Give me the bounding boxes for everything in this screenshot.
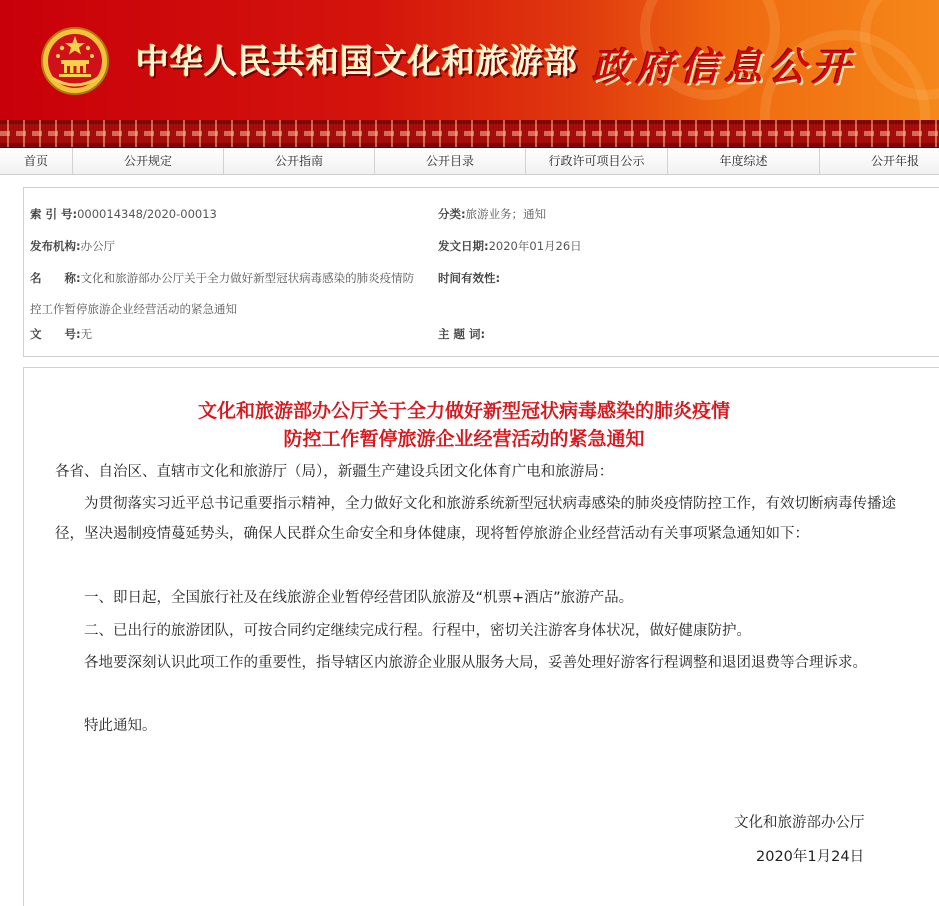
- nav-annual-summary[interactable]: 年度综述: [668, 148, 820, 174]
- date-field: [438, 235, 582, 257]
- ministry-title: 中华人民共和国文化和旅游部: [136, 42, 578, 81]
- nav-home[interactable]: 首页: [0, 148, 73, 174]
- docno-label: 文 号:: [30, 327, 81, 341]
- paragraph-closing: 特此通知。: [84, 718, 157, 734]
- category-field: [438, 203, 546, 225]
- document-title-line1: 文化和旅游部办公厅关于全力做好新型冠状病毒感染的肺炎疫情: [197, 400, 730, 422]
- paragraph-item-2: 二、已出行的旅游团队，可按合同约定继续完成行程。行程中，密切关注游客身体状况，做好健康防护。: [84, 623, 751, 639]
- nav-disclosure-guide[interactable]: 公开指南: [224, 148, 375, 174]
- signature: 文化和旅游部办公厅: [734, 815, 865, 831]
- index-field: [30, 203, 217, 225]
- index-value: 000014348/2020-00013: [77, 207, 217, 221]
- name-value-line2: 控工作暂停旅游企业经营活动的紧急通知: [30, 302, 237, 316]
- date-value: 2020年01月26日: [488, 239, 582, 253]
- name-label: 名 称:: [30, 271, 81, 285]
- validity-field: [438, 267, 500, 289]
- publisher-field: [30, 235, 115, 257]
- docno-field: [30, 323, 92, 345]
- keywords-field: [438, 323, 485, 345]
- paragraph-intro: 为贯彻落实习近平总书记重要指示精神，全力做好文化和旅游系统新型冠状病毒感染的肺炎疫情防控工作，有效切断病毒传播途径，坚决遏制疫情蔓延势头，确保人民群众生命安全和身体健康，现将暂停旅游企业经营活动有关事项紧急通知如下：: [55, 496, 896, 542]
- docno-value: 无: [80, 327, 93, 341]
- date-label: 发文日期:: [438, 239, 489, 253]
- nav-disclosure-rules[interactable]: 公开规定: [73, 148, 224, 174]
- main-nav: [0, 148, 939, 175]
- national-emblem-icon: [40, 26, 110, 96]
- paragraph-requirement: 各地要深刻认识此项工作的重要性，指导辖区内旅游企业服从服务大局，妥善处理好游客行程调整和退团退费等合理诉求。: [84, 655, 867, 671]
- name-field: [30, 267, 435, 320]
- section-title: 政府信息公开: [592, 44, 857, 89]
- nav-admin-license[interactable]: 行政许可项目公示: [526, 148, 668, 174]
- header-banner: [0, 0, 939, 120]
- document-metadata: [23, 187, 939, 357]
- keywords-label: 主 题 词:: [438, 327, 486, 341]
- category-label: 分类:: [438, 207, 466, 221]
- document-title: [24, 397, 904, 453]
- publisher-label: 发布机构:: [30, 239, 81, 253]
- salutation: 各省、自治区、直辖市文化和旅游厅（局），新疆生产建设兵团文化体育广电和旅游局：: [55, 464, 614, 480]
- document-title-line2: 防控工作暂停旅游企业经营活动的紧急通知: [283, 428, 645, 450]
- publisher-value: 办公厅: [80, 239, 116, 253]
- name-value-line1: 文化和旅游部办公厅关于全力做好新型冠状病毒感染的肺炎疫情防: [80, 271, 415, 285]
- category-value: 旅游业务；通知: [465, 207, 547, 221]
- decorative-border: [0, 120, 939, 148]
- validity-label: 时间有效性:: [438, 271, 501, 285]
- document-body: [23, 367, 939, 906]
- paragraph-item-1: 一、即日起，全国旅行社及在线旅游企业暂停经营团队旅游及“机票+酒店”旅游产品。: [84, 590, 634, 606]
- index-label: 索 引 号:: [30, 207, 78, 221]
- nav-annual-report[interactable]: 公开年报: [870, 154, 919, 168]
- sign-date: 2020年1月24日: [756, 849, 865, 865]
- nav-disclosure-catalog[interactable]: 公开目录: [375, 148, 526, 174]
